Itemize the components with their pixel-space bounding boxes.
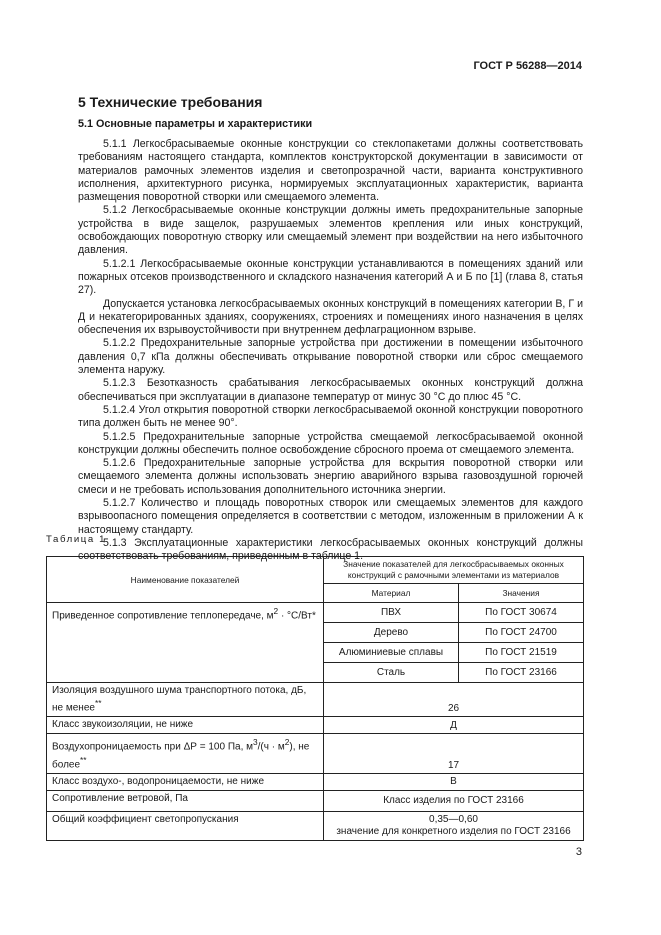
- paragraph: 5.1.1 Легкосбрасываемые оконные конструкции со стеклопакетами должны соответствовать требованиям настоящего стандарта, комплектов конструкторской документации в зависимости от материалов рамочных элементов изделия и светопрозрачной части, варианта конструктивного исполнения, архитектурного рисунка, нормируемых эксплуатационных характеристик, варианта размещения поворотной створки или смещаемого элемента.: [78, 138, 583, 204]
- value-cell: По ГОСТ 21519: [459, 643, 584, 663]
- material-cell: Дерево: [324, 623, 459, 643]
- table-row: [47, 790, 584, 811]
- row-thermal-resistance-name: Приведенное сопротивление теплопередаче, $м^2 \cdot ^\circ С/Вт*$: [47, 603, 324, 683]
- row-air-permeability-name: Воздухопроницаемость при ΔР = 100 Па, $м^3/(ч \cdot м^2)$, не более**: [47, 734, 324, 774]
- subsection-title: 5.1 Основные параметры и характеристики: [78, 118, 313, 130]
- value-cell: По ГОСТ 30674: [459, 603, 584, 623]
- table-row: [47, 773, 584, 790]
- row-noise-insulation-name: Изоляция воздушного шума транспортного потока, дБ, не менее**: [47, 683, 324, 717]
- material-cell: Сталь: [324, 663, 459, 683]
- header-value: Значения: [459, 584, 584, 603]
- table-row: [47, 811, 584, 840]
- table-caption: Таблица 1: [46, 534, 107, 545]
- paragraph: 5.1.3 Эксплуатационные характеристики легкосбрасываемых оконных конструкций должны соответствовать требованиям, приведенным в таблице 1.: [78, 536, 583, 563]
- row-noise-insulation-value: 26: [324, 683, 584, 717]
- row-water-class-value: В: [324, 773, 584, 790]
- value-cell: По ГОСТ 23166: [459, 663, 584, 683]
- header-indicator-name: Наименование показателей: [47, 557, 324, 603]
- paragraph: 5.1.2.2 Предохранительные запорные устройства при достижении в помещении избыточного давления 0,7 кПа должны обеспечивать открывание поворотной створки или сброс смещаемого элемента наружу.: [78, 337, 583, 377]
- light-transmission-range: 0,35—0,60: [429, 813, 478, 825]
- material-cell: Алюминиевые сплавы: [324, 643, 459, 663]
- value-cell: По ГОСТ 24700: [459, 623, 584, 643]
- table-row: [47, 717, 584, 734]
- paragraph: 5.1.2.4 Угол открытия поворотной створки легкосбрасываемой оконной конструкции поворотного типа должен быть не менее 90°.: [78, 403, 583, 430]
- row-wind-resistance-name: Сопротивление ветровой, Па: [47, 790, 324, 811]
- paragraph: 5.1.2.6 Предохранительные запорные устройства для вскрытия поворотной створки или смещаемого элемента должны использовать энергию аварийного взрыва газовоздушной горючей смеси и не требовать использования дополнительного источника энергии.: [78, 457, 583, 496]
- paragraph: 5.1.2.1 Легкосбрасываемые оконные конструкции устанавливаются в помещениях зданий или пожарных отсеков производственного и складского назначения категорий А и Б по [1] (глава 8, статья 27).: [78, 257, 583, 297]
- row-sound-class-value: Д: [324, 717, 584, 734]
- paragraph: 5.1.2 Легкосбрасываемые оконные конструкции должны иметь предохранительные запорные устройства в виде защелок, разрушаемых элементов крепления или иных конструкций, освобождающих поворотную створку или смещаемый элемент при воздействии на него избыточного давления.: [78, 204, 583, 257]
- row-wind-resistance-value: Класс изделия по ГОСТ 23166: [324, 790, 584, 811]
- page-number: 3: [575, 846, 582, 858]
- specifications-table: [46, 556, 584, 841]
- row-light-transmission-name: Общий коэффициент светопропускания: [47, 811, 324, 840]
- table-row: [47, 683, 584, 717]
- row-air-permeability-value: 17: [324, 734, 584, 774]
- paragraph: 5.1.2.7 Количество и площадь поворотных створок или смещаемых элементов для каждого взрывоопасного помещения определяется в соответствии с методом, изложенным в приложении А к настоящему стандарту.: [78, 497, 583, 536]
- light-transmission-note: значение для конкретного изделия по ГОСТ 23166: [336, 825, 571, 837]
- row-light-transmission-value: [324, 811, 584, 840]
- standard-code: ГОСТ Р 56288—2014: [473, 60, 582, 72]
- paragraph: 5.1.2.3 Безотказность срабатывания легкосбрасываемых оконных конструкций должна обеспечиваться при эксплуатации в диапазоне температур от минус 30 °С до плюс 45 °С.: [78, 377, 583, 403]
- body-text: [78, 138, 583, 564]
- row-water-class-name: Класс воздухо-, водопроницаемости, не ниже: [47, 773, 324, 790]
- paragraph: 5.1.2.5 Предохранительные запорные устройства смещаемой легкосбрасываемой оконной конструкции должны обеспечить полное освобождение сбросного проема от смещаемого элемента.: [78, 430, 583, 456]
- table-row: [47, 734, 584, 774]
- paragraph: Допускается установка легкосбрасываемых оконных конструкций в помещениях категории В, Г и Д и некатегорированных зданиях, сооружениях, строениях и помещениях иного назначения в целях обеспечения их взрывоустойчивости при внутреннем дефлаграционном взрыве.: [78, 297, 583, 337]
- material-cell: ПВХ: [324, 603, 459, 623]
- table-row: [47, 603, 584, 623]
- section-title: 5 Технические требования: [78, 94, 263, 110]
- row-sound-class-name: Класс звукоизоляции, не ниже: [47, 717, 324, 734]
- table-header-row: [47, 557, 584, 584]
- header-values-group: Значение показателей для легкосбрасываемых оконных конструкций с рамочными элементами из материалов: [324, 557, 584, 584]
- header-material: Материал: [324, 584, 459, 603]
